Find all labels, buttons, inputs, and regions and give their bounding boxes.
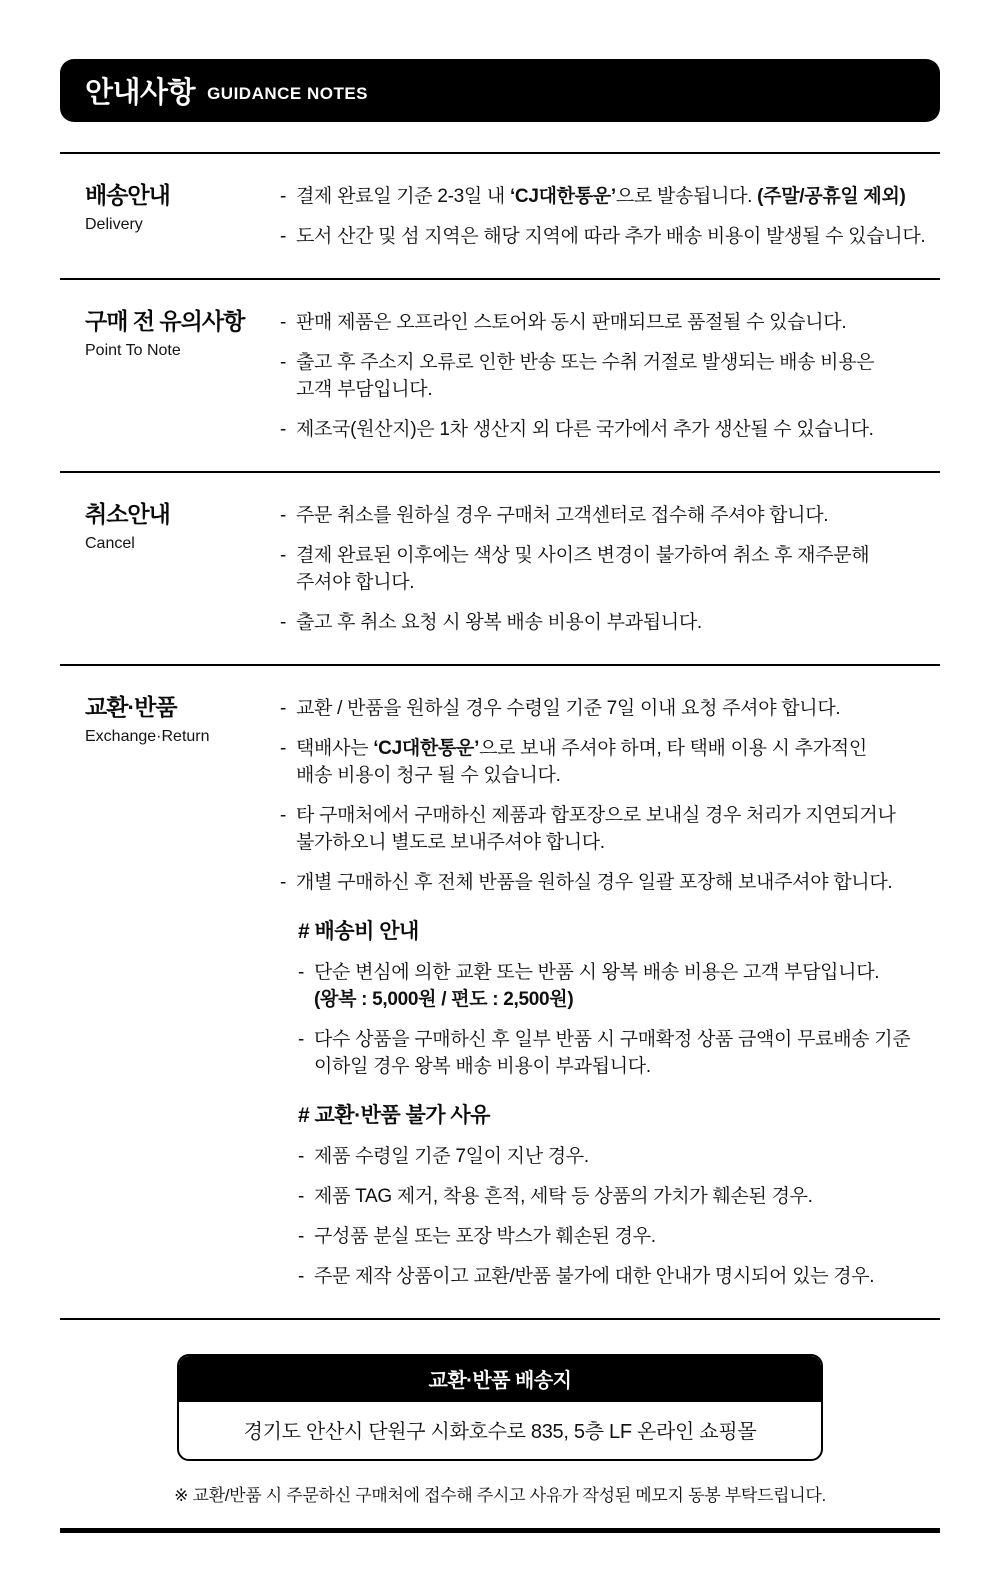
bullet-lines xyxy=(296,542,869,596)
text-run: 고객 부담입니다. xyxy=(296,379,433,400)
section-title: 취소안내 xyxy=(85,501,170,527)
bullet-line xyxy=(296,223,925,250)
bullet-line xyxy=(296,502,828,529)
footnote-text: ※ 교환/반품 시 주문하신 구매처에 접수해 주시고 사유가 작성된 메모지 동봉 부탁드립니다. xyxy=(174,1486,826,1505)
section-subtitle: Exchange·Return xyxy=(85,728,210,745)
bullet-line xyxy=(296,309,846,336)
bullet-item xyxy=(298,1223,940,1250)
bullet-line xyxy=(296,762,867,789)
bullet-item xyxy=(280,869,940,896)
bullet-item xyxy=(280,349,940,403)
bullet-item xyxy=(280,695,940,722)
bullet-lines xyxy=(314,1183,813,1210)
bullet-item xyxy=(298,959,940,1013)
section-subtitle: Cancel xyxy=(85,535,135,552)
return-address-box xyxy=(177,1354,823,1461)
bullet-item xyxy=(280,416,940,443)
section-point-to-note xyxy=(60,278,940,471)
bullet-dash: - xyxy=(280,505,287,526)
bullet-dash: - xyxy=(280,352,287,373)
bullet-dash: - xyxy=(298,1029,305,1050)
bullet-dash: - xyxy=(280,226,287,247)
text-run: 이하일 경우 왕복 배송 비용이 부과됩니다. xyxy=(314,1056,651,1077)
text-run: 타 구매처에서 구매하신 제품과 합포장으로 보내실 경우 처리가 지연되거나 xyxy=(296,805,896,826)
section-body xyxy=(280,308,940,443)
bullet-line xyxy=(296,183,906,210)
text-run: 제조국(원산지)은 1차 생산지 외 다른 국가에서 추가 생산될 수 있습니다. xyxy=(296,419,874,440)
bullet-lines xyxy=(314,1263,874,1290)
bullet-line xyxy=(296,542,869,569)
bullet-lines xyxy=(296,309,846,336)
text-run: 도서 산간 및 섬 지역은 해당 지역에 따라 추가 배송 비용이 발생될 수 있습니다. xyxy=(296,226,926,247)
bullet-line xyxy=(296,869,892,896)
page-title-en: GUIDANCE NOTES xyxy=(207,84,369,103)
text-run: 으로 발송됩니다. xyxy=(615,186,758,207)
subsection-heading: # 교환·반품 불가 사유 xyxy=(298,1104,490,1127)
bullet-item xyxy=(280,609,940,636)
bullet-line xyxy=(314,1223,656,1250)
text-run: 개별 구매하신 후 전체 반품을 원하실 경우 일괄 포장해 보내주셔야 합니다. xyxy=(296,872,893,893)
section-title: 배송안내 xyxy=(85,182,170,208)
bullet-dash: - xyxy=(298,1186,305,1207)
text-run: 주문 제작 상품이고 교환/반품 불가에 대한 안내가 명시되어 있는 경우. xyxy=(314,1266,875,1287)
text-run: 택배사는 xyxy=(296,738,374,759)
subsection-shipping-fee xyxy=(298,918,940,1080)
page-title-ko: 안내사항 xyxy=(85,77,196,109)
bullet-item xyxy=(280,223,940,250)
text-run: 주셔야 합니다. xyxy=(296,572,415,593)
bullet-lines xyxy=(296,502,828,529)
bullet-item xyxy=(280,542,940,596)
section-subtitle: Delivery xyxy=(85,216,143,233)
bullet-line xyxy=(314,1026,910,1053)
bullet-item xyxy=(298,1026,940,1080)
text-run: 으로 보내 주셔야 하며, 타 택배 이용 시 추가적인 xyxy=(479,738,867,759)
bullet-item xyxy=(280,502,940,529)
section-delivery xyxy=(60,152,940,278)
bullet-item xyxy=(280,183,940,210)
bullet-lines xyxy=(296,416,874,443)
bullet-line xyxy=(296,349,874,376)
bullet-line xyxy=(314,959,879,986)
text-run: 제품 TAG 제거, 착용 흔적, 세탁 등 상품의 가치가 훼손된 경우. xyxy=(314,1186,813,1207)
bullet-lines xyxy=(296,735,867,789)
subsection-not-allowed xyxy=(298,1102,940,1290)
section-title: 교환·반품 xyxy=(85,694,177,720)
bullet-lines xyxy=(314,1223,656,1250)
bullet-dash: - xyxy=(280,419,287,440)
text-run: 불가하오니 별도로 보내주셔야 합니다. xyxy=(296,832,605,853)
text-run: 출고 후 취소 요청 시 왕복 배송 비용이 부과됩니다. xyxy=(296,612,702,633)
bullet-line xyxy=(296,829,896,856)
return-address-box-title: 교환·반품 배송지 xyxy=(179,1356,821,1402)
text-run: 구성품 분실 또는 포장 박스가 훼손된 경우. xyxy=(314,1226,656,1247)
bullet-dash: - xyxy=(298,1266,305,1287)
bullet-dash: - xyxy=(280,872,287,893)
text-run: (주말/공휴일 제외) xyxy=(757,186,906,207)
return-address-area xyxy=(60,1318,940,1533)
bullet-dash: - xyxy=(280,738,287,759)
bullet-lines xyxy=(314,1026,910,1080)
bullet-dash: - xyxy=(298,1226,305,1247)
bullet-item xyxy=(280,309,940,336)
bullet-dash: - xyxy=(280,698,287,719)
bullet-dash: - xyxy=(298,1146,305,1167)
bullet-item xyxy=(298,1263,940,1290)
text-run: 결제 완료된 이후에는 색상 및 사이즈 변경이 불가하여 취소 후 재주문해 xyxy=(296,545,870,566)
bullet-line xyxy=(296,569,869,596)
text-run: 단순 변심에 의한 교환 또는 반품 시 왕복 배송 비용은 고객 부담입니다. xyxy=(314,962,880,983)
sections-list xyxy=(60,152,940,1318)
bullet-lines xyxy=(314,959,879,1013)
bullet-line xyxy=(296,416,874,443)
bullet-dash: - xyxy=(280,805,287,826)
section-body xyxy=(280,694,940,1290)
bullet-dash: - xyxy=(280,186,287,207)
bullet-line xyxy=(314,1183,813,1210)
section-body xyxy=(280,182,940,250)
text-run: ‘CJ대한통운’ xyxy=(373,738,480,759)
section-exchange-return xyxy=(60,664,940,1318)
bullet-dash: - xyxy=(280,312,287,333)
section-title: 구매 전 유의사항 xyxy=(85,308,245,334)
text-run: 주문 취소를 원하실 경우 구매처 고객센터로 접수해 주셔야 합니다. xyxy=(296,505,829,526)
bullet-item xyxy=(298,1183,940,1210)
bullet-lines xyxy=(296,183,906,210)
bullet-lines xyxy=(314,1143,589,1170)
bottom-thick-divider xyxy=(60,1528,940,1533)
section-title-col xyxy=(85,694,280,1290)
bullet-line xyxy=(314,1053,910,1080)
bullet-lines xyxy=(296,223,925,250)
bullet-lines xyxy=(296,695,840,722)
text-run: ‘CJ대한통운’ xyxy=(509,186,616,207)
bullet-line xyxy=(314,1263,874,1290)
bullet-item xyxy=(280,735,940,789)
bullet-lines xyxy=(296,802,896,856)
header-banner xyxy=(60,59,940,122)
bullet-line xyxy=(296,802,896,829)
bullet-dash: - xyxy=(280,612,287,633)
subsection-heading: # 배송비 안내 xyxy=(298,920,419,943)
text-run: 배송 비용이 청구 될 수 있습니다. xyxy=(296,765,561,786)
text-run: 판매 제품은 오프라인 스토어와 동시 판매되므로 품절될 수 있습니다. xyxy=(296,312,847,333)
section-title-col xyxy=(85,182,280,250)
bullet-item xyxy=(280,802,940,856)
bullet-dash: - xyxy=(280,545,287,566)
bullet-item xyxy=(298,1143,940,1170)
bullet-lines xyxy=(296,609,702,636)
bullet-line xyxy=(314,1143,589,1170)
content-column xyxy=(60,152,940,1533)
bullet-line xyxy=(296,735,867,762)
text-run: 교환 / 반품을 원하실 경우 수령일 기준 7일 이내 요청 주셔야 합니다. xyxy=(296,698,841,719)
text-run: 제품 수령일 기준 7일이 지난 경우. xyxy=(314,1146,589,1167)
bullet-line xyxy=(296,609,702,636)
text-run: 출고 후 주소지 오류로 인한 반송 또는 수취 거절로 발생되는 배송 비용은 xyxy=(296,352,875,373)
text-run: 결제 완료일 기준 2-3일 내 xyxy=(296,186,510,207)
section-cancel xyxy=(60,471,940,664)
bullet-line xyxy=(296,695,840,722)
text-run: 다수 상품을 구매하신 후 일부 반품 시 구매확정 상품 금액이 무료배송 기준 xyxy=(314,1029,911,1050)
return-address-text: 경기도 안산시 단원구 시화호수로 835, 5층 LF 온라인 쇼핑몰 xyxy=(243,1421,757,1443)
section-title-col xyxy=(85,308,280,443)
bullet-lines xyxy=(296,869,892,896)
section-title-col xyxy=(85,501,280,636)
text-run: (왕복 : 5,000원 / 편도 : 2,500원) xyxy=(314,989,574,1010)
bullet-line xyxy=(314,986,879,1013)
section-subtitle: Point To Note xyxy=(85,342,181,359)
bullet-dash: - xyxy=(298,962,305,983)
bullet-lines xyxy=(296,349,874,403)
section-body xyxy=(280,501,940,636)
bullet-line xyxy=(296,376,874,403)
